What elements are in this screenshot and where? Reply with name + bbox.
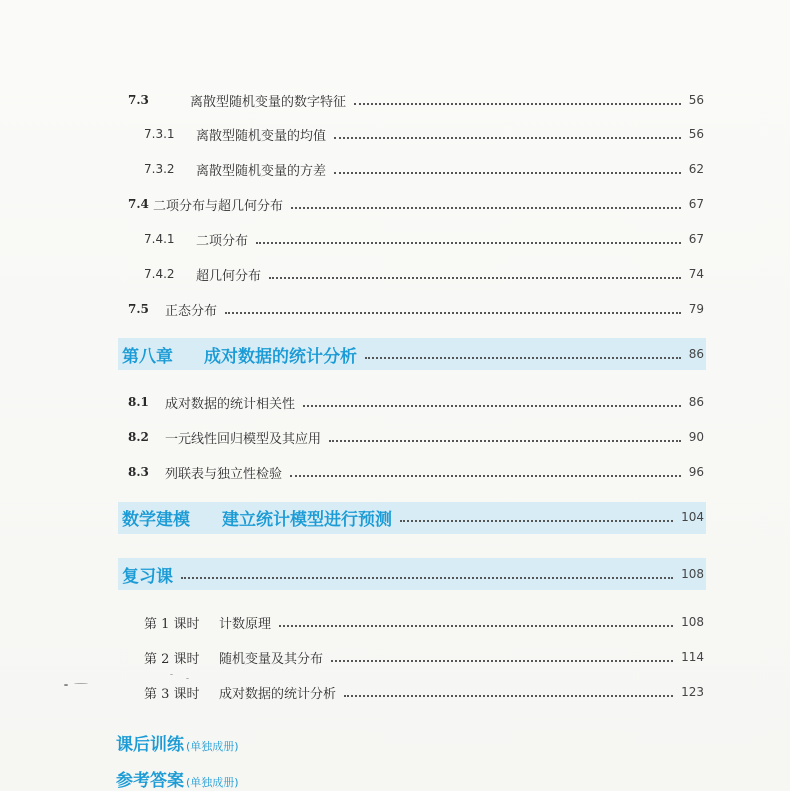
lesson-number: 第 1 课时 xyxy=(144,616,200,632)
answers-note: (单独成册) xyxy=(186,776,239,789)
toc-entry-7-4[interactable] xyxy=(128,194,704,214)
after-class-label: 课后训练 xyxy=(116,735,184,755)
section-title: 离散型随机变量的方差 xyxy=(196,163,327,179)
toc-entry-8-3[interactable] xyxy=(128,462,704,482)
section-title: 一元线性回归模型及其应用 xyxy=(165,431,322,447)
section-title: 离散型随机变量的均值 xyxy=(196,128,327,144)
section-number: 7.4 xyxy=(128,197,149,211)
lesson-title: 成对数据的统计分析 xyxy=(219,686,337,702)
toc-entry-lesson-1[interactable] xyxy=(144,612,704,632)
section-title: 列联表与独立性检验 xyxy=(165,466,283,482)
page-number: 56 xyxy=(688,93,704,107)
lesson-number: 第 3 课时 xyxy=(144,686,200,702)
toc-entry-7-3[interactable] xyxy=(128,90,704,110)
dot-leader xyxy=(344,695,673,697)
after-class-note: (单独成册) xyxy=(186,740,239,753)
scan-speck xyxy=(186,678,189,679)
chapter-number: 第八章 xyxy=(122,346,173,367)
section-number: 7.3 xyxy=(128,93,149,107)
modeling-label: 数学建模 xyxy=(122,509,190,530)
section-number: 7.3.2 xyxy=(144,162,175,176)
toc-entry-7-5[interactable] xyxy=(128,299,704,319)
section-number: 7.4.1 xyxy=(144,232,175,246)
page-number: 74 xyxy=(688,267,704,281)
dot-leader xyxy=(365,357,681,359)
toc-entry-8-1[interactable] xyxy=(128,392,704,412)
review-label: 复习课 xyxy=(122,566,173,587)
section-title: 离散型随机变量的数字特征 xyxy=(190,94,347,110)
dot-leader xyxy=(225,312,681,314)
dot-leader xyxy=(334,137,681,139)
lesson-title: 计数原理 xyxy=(219,616,272,632)
page-number: 123 xyxy=(681,685,704,699)
page-number: 67 xyxy=(688,232,704,246)
page-number: 62 xyxy=(688,162,704,176)
dot-leader xyxy=(279,625,673,627)
section-title: 正态分布 xyxy=(165,303,218,319)
page-number: 86 xyxy=(688,347,704,361)
dot-leader xyxy=(181,577,673,579)
dot-leader xyxy=(291,207,681,209)
section-title: 二项分布与超几何分布 xyxy=(153,198,284,214)
scan-speck xyxy=(74,683,88,684)
toc-entry-7-3-1[interactable] xyxy=(144,124,704,144)
section-title: 二项分布 xyxy=(196,233,249,249)
dot-leader xyxy=(290,475,681,477)
dot-leader xyxy=(303,405,681,407)
lesson-title: 随机变量及其分布 xyxy=(219,651,324,667)
section-number: 8.2 xyxy=(128,430,149,444)
page-number: 79 xyxy=(688,302,704,316)
page-number: 108 xyxy=(681,615,704,629)
section-number: 7.3.1 xyxy=(144,127,175,141)
toc-entry-after-class[interactable] xyxy=(116,730,239,755)
toc-entry-modeling[interactable] xyxy=(122,507,704,530)
section-title: 超几何分布 xyxy=(196,268,262,284)
dot-leader xyxy=(400,520,673,522)
toc-entry-7-3-2[interactable] xyxy=(144,159,704,179)
dot-leader xyxy=(334,172,681,174)
dot-leader xyxy=(269,277,681,279)
toc-entry-review[interactable] xyxy=(122,564,704,587)
section-number: 7.4.2 xyxy=(144,267,175,281)
page-number: 90 xyxy=(688,430,704,444)
modeling-title: 建立统计模型进行预测 xyxy=(222,509,392,530)
chapter-title: 成对数据的统计分析 xyxy=(204,346,357,367)
toc-entry-7-4-2[interactable] xyxy=(144,264,704,284)
section-title: 成对数据的统计相关性 xyxy=(165,396,296,412)
toc-entry-answers[interactable] xyxy=(116,766,239,791)
answers-label: 参考答案 xyxy=(116,771,184,791)
toc-entry-lesson-2[interactable] xyxy=(144,647,704,667)
page-number: 56 xyxy=(688,127,704,141)
page-number: 96 xyxy=(688,465,704,479)
toc-entry-chapter-8[interactable] xyxy=(122,344,704,367)
page-number: 108 xyxy=(681,567,704,581)
toc-entry-8-2[interactable] xyxy=(128,427,704,447)
page-number: 86 xyxy=(688,395,704,409)
section-number: 8.1 xyxy=(128,395,149,409)
dot-leader xyxy=(256,242,681,244)
lesson-number: 第 2 课时 xyxy=(144,651,200,667)
dot-leader xyxy=(329,440,681,442)
page-number: 114 xyxy=(681,650,704,664)
scan-speck xyxy=(64,684,68,686)
dot-leader xyxy=(354,103,681,105)
toc-entry-7-4-1[interactable] xyxy=(144,229,704,249)
scan-speck xyxy=(170,674,173,675)
section-number: 8.3 xyxy=(128,465,149,479)
toc-entry-lesson-3[interactable] xyxy=(144,682,704,702)
dot-leader xyxy=(331,660,673,662)
section-number: 7.5 xyxy=(128,302,149,316)
page-number: 67 xyxy=(688,197,704,211)
page-number: 104 xyxy=(681,510,704,524)
